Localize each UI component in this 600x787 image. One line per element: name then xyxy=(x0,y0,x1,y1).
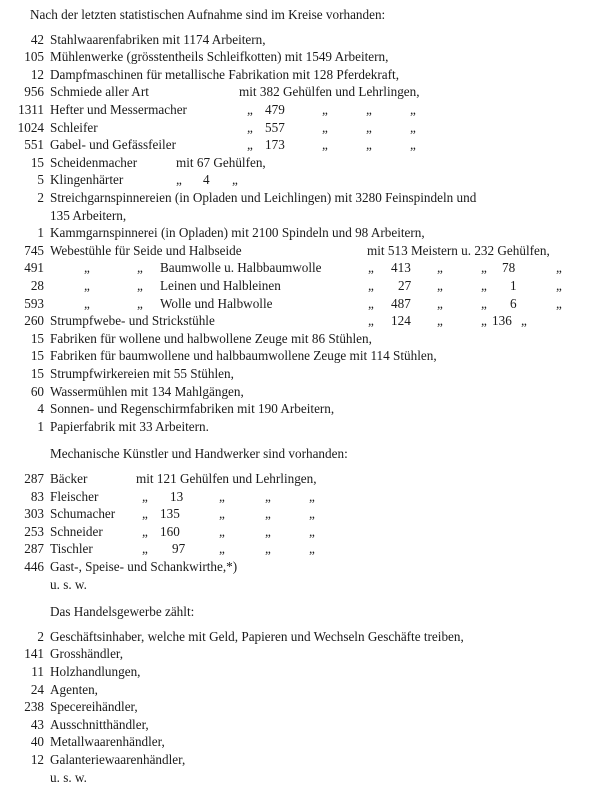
list-row: 4 Sonnen- und Regenschirmfabriken mit 190 Arbeitern, xyxy=(37,401,335,417)
list-row: 745 Webestühle für Seide und Halbseide mit 513 Meistern u. 232 Gehülfen, xyxy=(24,242,550,258)
list-row: 105 Mühlenwerke (grösstentheils Schleifkotten) mit 1549 Arbeitern, xyxy=(24,49,389,65)
list-row: 2 Streichgarnspinnereien (in Opladen und Leichlingen) mit 3280 Feinspindeln und xyxy=(37,190,477,205)
list-row: 593 „ „ Wolle und Halbwolle „ 487 „ „ 6 „ xyxy=(24,295,562,311)
list-row: 12 Galanteriewaarenhändler, xyxy=(30,752,186,767)
list-row: 12 Dampfmaschinen für metallische Fabrikation mit 128 Pferdekraft, xyxy=(30,66,399,82)
list-row: 551 Gabel- und Gefässfeiler „ 173 „ „ „ xyxy=(24,137,416,153)
list-row: 287 Tischler „ 97 „ „ „ xyxy=(24,541,315,557)
list-row: 238 Specereihändler, xyxy=(24,699,138,715)
list-row: 446 Gast-, Speise- und Schankwirthe,*) xyxy=(24,559,238,574)
list-row: 2 Geschäftsinhaber, welche mit Geld, Papieren und Wechseln Geschäfte treiben, xyxy=(37,628,464,644)
list-row: 60 Wassermühlen mit 134 Mahlgängen, xyxy=(30,383,244,399)
list-row: 260 Strumpfwebe- und Strickstühle „ 124 „ „ 136 „ xyxy=(24,313,527,329)
list-row: 135 Arbeitern, xyxy=(50,207,127,223)
list-row: u. s. w. xyxy=(50,769,87,785)
list-row: 1 Papierfabrik mit 33 Arbeitern. xyxy=(37,418,209,434)
heading-trade: Das Handelsgewerbe zählt: xyxy=(50,604,195,620)
list-row: 1 Kammgarnspinnerei (in Opladen) mit 2100 Spindeln und 98 Arbeitern, xyxy=(37,225,425,241)
list-row: 15 Scheidenmacher mit 67 Gehülfen, xyxy=(30,154,266,170)
list-row: 15 Strumpfwirkereien mit 55 Stühlen, xyxy=(30,366,234,381)
list-row: 15 Fabriken für wollene und halbwollene Zeuge mit 86 Stühlen, xyxy=(30,330,372,346)
list-row: 141 Grosshändler, xyxy=(24,646,124,662)
list-row: 287 Bäcker mit 121 Gehülfen und Lehrlingen, xyxy=(24,471,317,486)
list-row: 491 „ „ Baumwolle u. Halbbaumwolle „ 413 „ „ 78 „ xyxy=(24,260,562,276)
list-row: 303 Schumacher „ 135 „ „ „ xyxy=(24,506,315,522)
list-row: 253 Schneider „ 160 „ „ „ xyxy=(24,523,315,539)
list-row: 15 Fabriken für baumwollene und halbbaumwollene Zeuge mit 114 Stühlen, xyxy=(30,348,437,364)
list-row: 1311 Hefter und Messermacher „ 479 „ „ „ xyxy=(18,102,416,117)
list-row: 24 Agenten, xyxy=(30,681,98,697)
heading-craftsmen: Mechanische Künstler und Handwerker sind vorhanden: xyxy=(50,446,348,462)
list-row: 43 Ausschnitthändler, xyxy=(30,716,149,732)
list-row: 11 Holzhandlungen, xyxy=(31,664,141,679)
list-row: 42 Stahlwaarenfabriken mit 1174 Arbeitern, xyxy=(30,31,266,47)
list-row: 28 „ „ Leinen und Halbleinen „ 27 „ „ 1 „ xyxy=(30,278,562,293)
list-row: 5 Klingenhärter „ 4 „ xyxy=(37,172,238,188)
heading-statistics: Nach der letzten statistischen Aufnahme sind im Kreise vorhanden: xyxy=(30,7,386,22)
list-row: 1024 Schleifer „ 557 „ „ „ xyxy=(17,119,416,135)
list-row: 40 Metallwaarenhändler, xyxy=(30,734,165,750)
list-row: u. s. w. xyxy=(50,576,87,592)
list-row: 83 Fleischer „ 13 „ „ „ xyxy=(30,488,315,504)
list-row: 956 Schmiede aller Art mit 382 Gehülfen und Lehrlingen, xyxy=(24,84,420,100)
